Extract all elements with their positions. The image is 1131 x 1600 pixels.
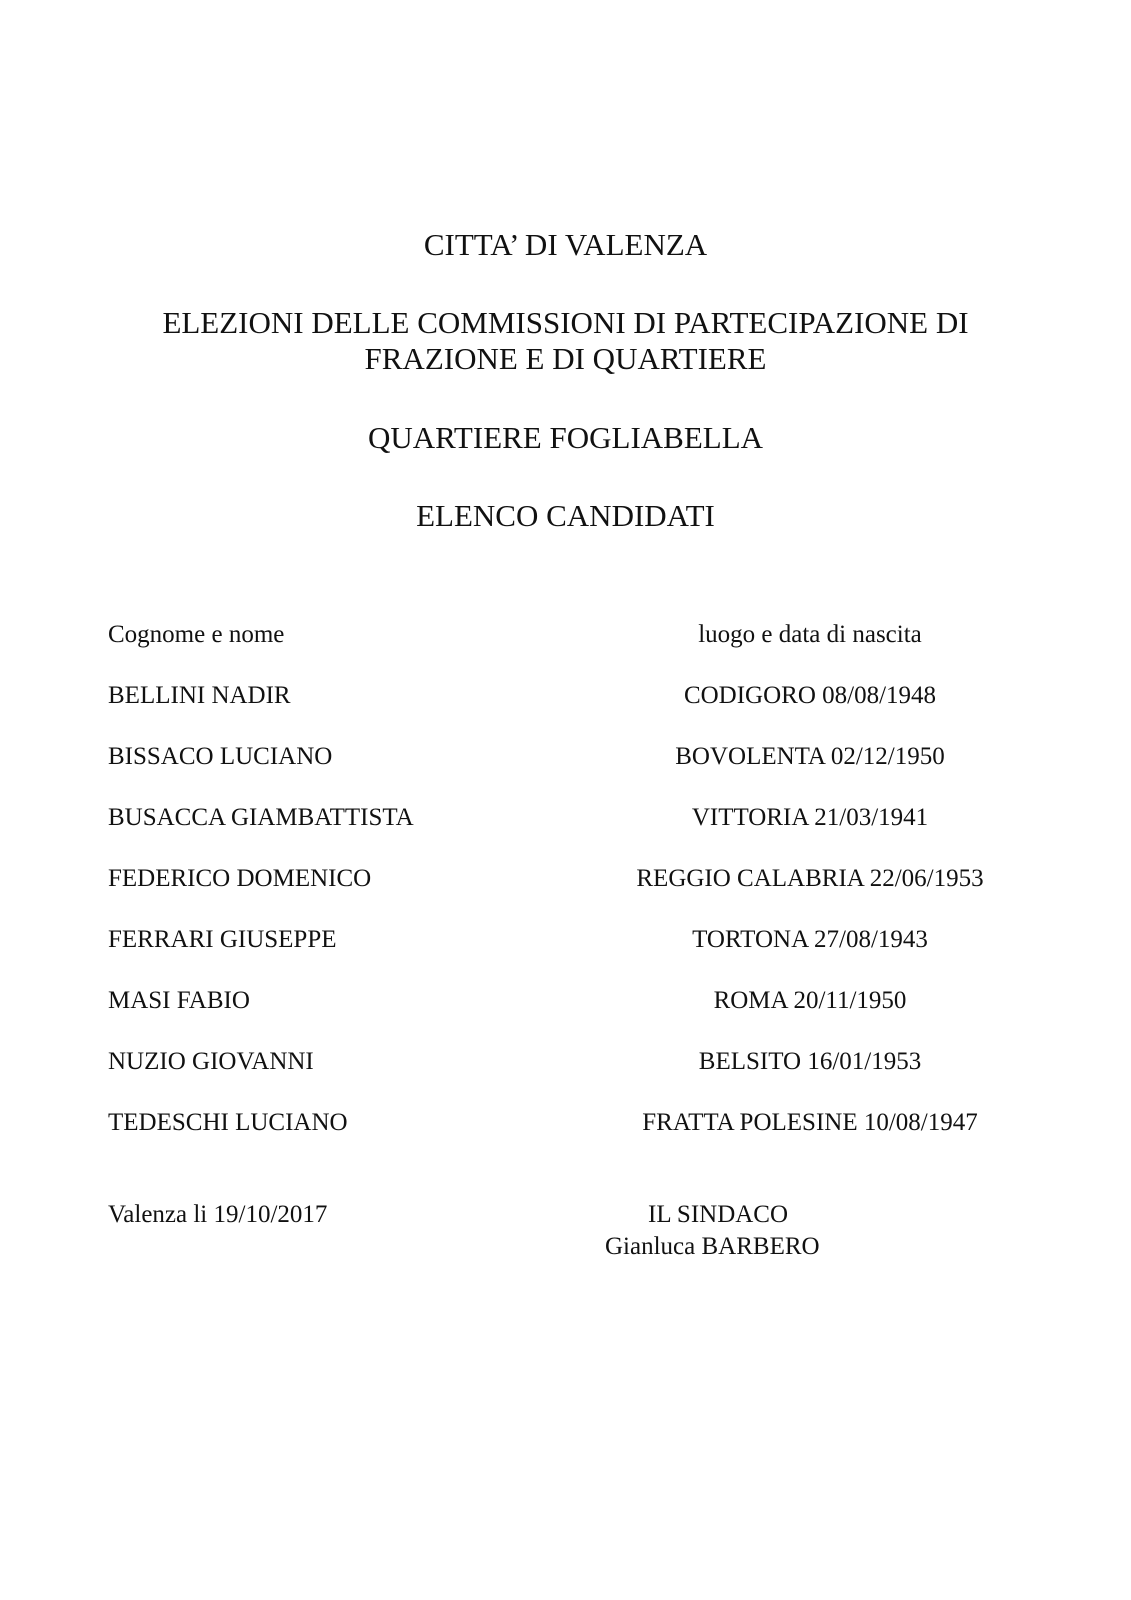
signer-title: IL SINDACO bbox=[648, 1201, 789, 1228]
candidate-name: BELLINI NADIR bbox=[108, 682, 291, 709]
candidate-birth: BOVOLENTA 02/12/1950 bbox=[675, 743, 945, 770]
candidate-birth: FRATTA POLESINE 10/08/1947 bbox=[642, 1109, 978, 1136]
candidate-name: MASI FABIO bbox=[108, 987, 250, 1014]
election-title-line1: ELEZIONI DELLE COMMISSIONI DI PARTECIPAZIONE DI bbox=[162, 305, 969, 340]
signer-name: Gianluca BARBERO bbox=[605, 1233, 820, 1260]
header-birth: luogo e data di nascita bbox=[698, 621, 922, 648]
candidate-birth: BELSITO 16/01/1953 bbox=[698, 1048, 922, 1075]
place-date: Valenza li 19/10/2017 bbox=[108, 1201, 328, 1228]
candidate-birth: TORTONA 27/08/1943 bbox=[692, 926, 928, 953]
election-title-line2: FRAZIONE E DI QUARTIERE bbox=[364, 341, 767, 376]
header-name: Cognome e nome bbox=[108, 621, 285, 648]
city-title: CITTA’ DI VALENZA bbox=[423, 227, 708, 262]
candidate-birth: VITTORIA 21/03/1941 bbox=[691, 804, 929, 831]
candidate-name: NUZIO GIOVANNI bbox=[108, 1048, 314, 1075]
candidate-name: FEDERICO DOMENICO bbox=[108, 865, 372, 892]
candidate-name: BISSACO LUCIANO bbox=[108, 743, 333, 770]
candidate-name: FERRARI GIUSEPPE bbox=[108, 926, 337, 953]
candidate-birth: REGGIO CALABRIA 22/06/1953 bbox=[636, 865, 984, 892]
district-title: QUARTIERE FOGLIABELLA bbox=[367, 420, 764, 455]
candidate-name: BUSACCA GIAMBATTISTA bbox=[108, 804, 414, 831]
candidate-name: TEDESCHI LUCIANO bbox=[108, 1109, 348, 1136]
list-title: ELENCO CANDIDATI bbox=[416, 498, 715, 533]
candidate-birth: ROMA 20/11/1950 bbox=[713, 987, 907, 1014]
candidate-birth: CODIGORO 08/08/1948 bbox=[683, 682, 937, 709]
